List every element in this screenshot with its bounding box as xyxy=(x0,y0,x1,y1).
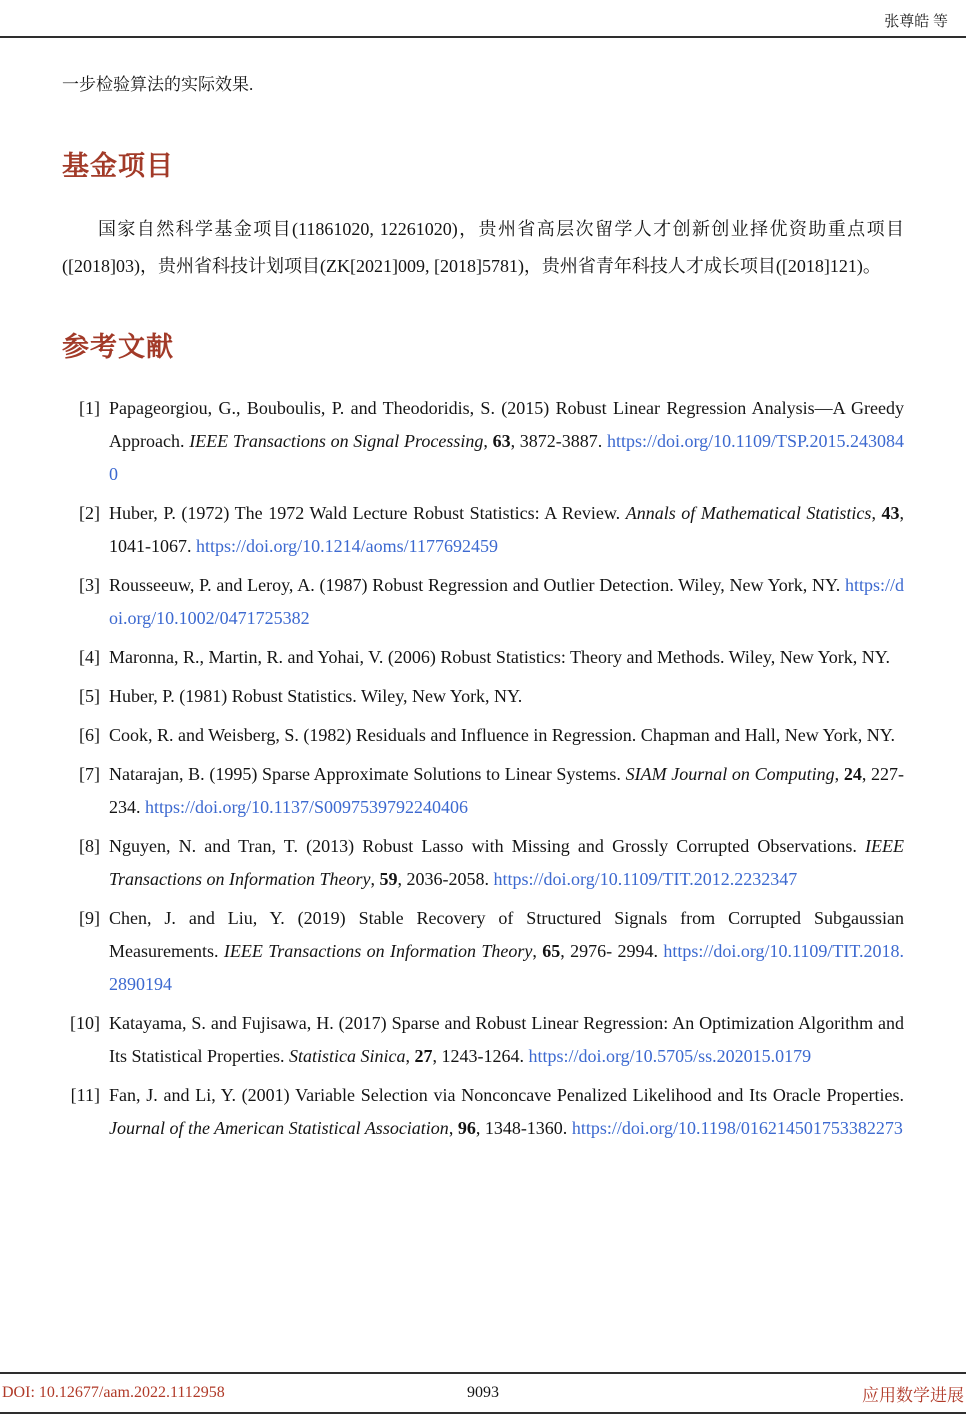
reference-number: [10] xyxy=(70,1013,100,1033)
reference-segment: SIAM Journal on Computing xyxy=(625,764,835,784)
doi-link[interactable]: https://doi.org/10.1109/TIT.2012.2232347 xyxy=(493,869,798,889)
reference-item xyxy=(62,1007,904,1073)
footer-row xyxy=(0,1374,966,1412)
reference-segment: Statistica Sinica xyxy=(288,1046,406,1066)
section-heading-funding: 基金项目 xyxy=(62,151,174,181)
doi-link[interactable]: https://doi.org/10.1109/TIT.2018.2890194 xyxy=(109,941,905,994)
reference-segment: Natarajan, B. (1995) Sparse Approximate Solutions to Linear Systems. xyxy=(109,764,626,784)
reference-segment: 65 xyxy=(542,941,561,961)
reference-segment: , 1243-1264. xyxy=(432,1046,529,1066)
reference-text xyxy=(109,497,904,563)
reference-segment: Papageorgiou, G., Bouboulis, P. and Theodoridis, S. (2015) Robust Linear Regression Analysis—A Greedy Approach. xyxy=(109,398,904,451)
reference-segment: Katayama, S. and Fujisawa, H. (2017) Sparse and Robust Linear Regression: An Optimization Algorithm and Its Statistical Properties. xyxy=(109,1013,904,1066)
reference-text xyxy=(109,1079,904,1145)
reference-text xyxy=(109,569,904,635)
doi-link[interactable]: https://doi.org/10.1137/S0097539792240406 xyxy=(145,797,469,817)
reference-segment: Maronna, R., Martin, R. and Yohai, V. (2006) Robust Statistics: Theory and Methods. Wiley, New York, NY. xyxy=(109,647,890,667)
page-footer xyxy=(0,1372,966,1414)
reference-segment: Annals of Mathematical Statistics xyxy=(625,503,872,523)
reference-item xyxy=(62,680,904,713)
reference-number: [1] xyxy=(79,398,100,418)
reference-segment: , xyxy=(448,1118,458,1138)
reference-number: [4] xyxy=(79,647,100,667)
reference-item xyxy=(62,758,904,824)
footer-journal-name: 应用数学进展 xyxy=(862,1385,964,1405)
reference-segment: Fan, J. and Li, Y. (2001) Variable Selection via Nonconcave Penalized Likelihood and Its Oracle Properties. xyxy=(109,1085,904,1105)
reference-item xyxy=(62,830,904,896)
reference-number: [6] xyxy=(79,725,100,745)
reference-item xyxy=(62,641,904,674)
reference-segment: , xyxy=(405,1046,415,1066)
reference-segment: 59 xyxy=(379,869,398,889)
reference-segment: Nguyen, N. and Tran, T. (2013) Robust Lasso with Missing and Grossly Corrupted Observations. xyxy=(109,836,866,856)
reference-text xyxy=(109,680,904,713)
reference-segment: IEEE Transactions on Signal Processing xyxy=(189,431,484,451)
reference-number: [5] xyxy=(79,686,100,706)
reference-number: [3] xyxy=(79,575,100,595)
reference-segment: Cook, R. and Weisberg, S. (1982) Residuals and Influence in Regression. Chapman and Hall, New York, NY. xyxy=(109,725,895,745)
reference-segment: 63 xyxy=(492,431,511,451)
reference-item xyxy=(62,902,904,1001)
reference-number: [8] xyxy=(79,836,100,856)
reference-segment: , xyxy=(834,764,844,784)
reference-segment: , 1348-1360. xyxy=(475,1118,572,1138)
reference-segment: , xyxy=(370,869,380,889)
reference-number: [7] xyxy=(79,764,100,784)
reference-segment: IEEE Transactions on Information Theory xyxy=(223,941,533,961)
reference-item xyxy=(62,1079,904,1145)
footer-page-number: 9093 xyxy=(467,1384,499,1401)
reference-number: [11] xyxy=(70,1085,100,1105)
reference-text xyxy=(109,1007,904,1073)
reference-text xyxy=(109,641,904,674)
reference-item xyxy=(62,719,904,752)
reference-segment: 27 xyxy=(414,1046,433,1066)
running-head-author: 张尊皓 等 xyxy=(884,14,948,30)
reference-text xyxy=(109,830,904,896)
doi-link[interactable]: https://doi.org/10.1109/TSP.2015.2430840 xyxy=(109,431,905,484)
reference-segment: Journal of the American Statistical Association xyxy=(109,1118,449,1138)
reference-text xyxy=(109,902,904,1001)
footer-doi: DOI: 10.12677/aam.2022.1112958 xyxy=(2,1384,225,1401)
reference-segment: , xyxy=(483,431,493,451)
section-heading-references: 参考文献 xyxy=(62,332,174,362)
paragraph-intro: 一步检验算法的实际效果. xyxy=(62,75,254,94)
reference-text xyxy=(109,392,904,491)
reference-text xyxy=(109,719,904,752)
reference-segment: 43 xyxy=(881,503,900,523)
reference-segment: , 1041-1067. xyxy=(109,503,905,556)
reference-item xyxy=(62,569,904,635)
reference-number: [9] xyxy=(79,908,100,928)
reference-segment: 96 xyxy=(457,1118,476,1138)
reference-segment: , xyxy=(871,503,882,523)
reference-segment: Chen, J. and Liu, Y. (2019) Stable Recovery of Structured Signals from Corrupted Subgaussian Measurements. xyxy=(109,908,904,961)
doi-link[interactable]: https://doi.org/10.1214/aoms/1177692459 xyxy=(196,536,499,556)
page-header xyxy=(0,0,966,38)
reference-list xyxy=(62,392,904,1145)
page-body xyxy=(0,72,966,1145)
reference-segment: , 3872-3887. xyxy=(510,431,607,451)
reference-segment: , xyxy=(532,941,543,961)
reference-segment: Huber, P. (1981) Robust Statistics. Wiley, New York, NY. xyxy=(109,686,523,706)
reference-segment: 24 xyxy=(843,764,862,784)
reference-segment: , 2976- 2994. xyxy=(560,941,664,961)
reference-segment: Rousseeuw, P. and Leroy, A. (1987) Robust Regression and Outlier Detection. Wiley, New York, NY. xyxy=(109,575,845,595)
reference-segment: , 227-234. xyxy=(109,764,904,817)
reference-segment: Huber, P. (1972) The 1972 Wald Lecture Robust Statistics: A Review. xyxy=(109,503,626,523)
funding-paragraph: 国家自然科学基金项目(11861020, 12261020)，贵州省高层次留学人才创新创业择优资助重点项目([2018]03)，贵州省科技计划项目(ZK[2021]009, [2018]5781)，贵州省青年科技人才成长项目([2018]121)。 xyxy=(62,219,904,276)
reference-item xyxy=(62,392,904,491)
reference-segment: , 2036-2058. xyxy=(397,869,494,889)
doi-link[interactable]: https://doi.org/10.1002/0471725382 xyxy=(109,575,904,628)
reference-text xyxy=(109,758,904,824)
reference-item xyxy=(62,497,904,563)
reference-number: [2] xyxy=(79,503,100,523)
doi-link[interactable]: https://doi.org/10.1198/016214501753382273 xyxy=(571,1118,903,1138)
reference-segment: IEEE Transactions on Information Theory xyxy=(109,836,904,889)
doi-link[interactable]: https://doi.org/10.5705/ss.202015.0179 xyxy=(528,1046,812,1066)
